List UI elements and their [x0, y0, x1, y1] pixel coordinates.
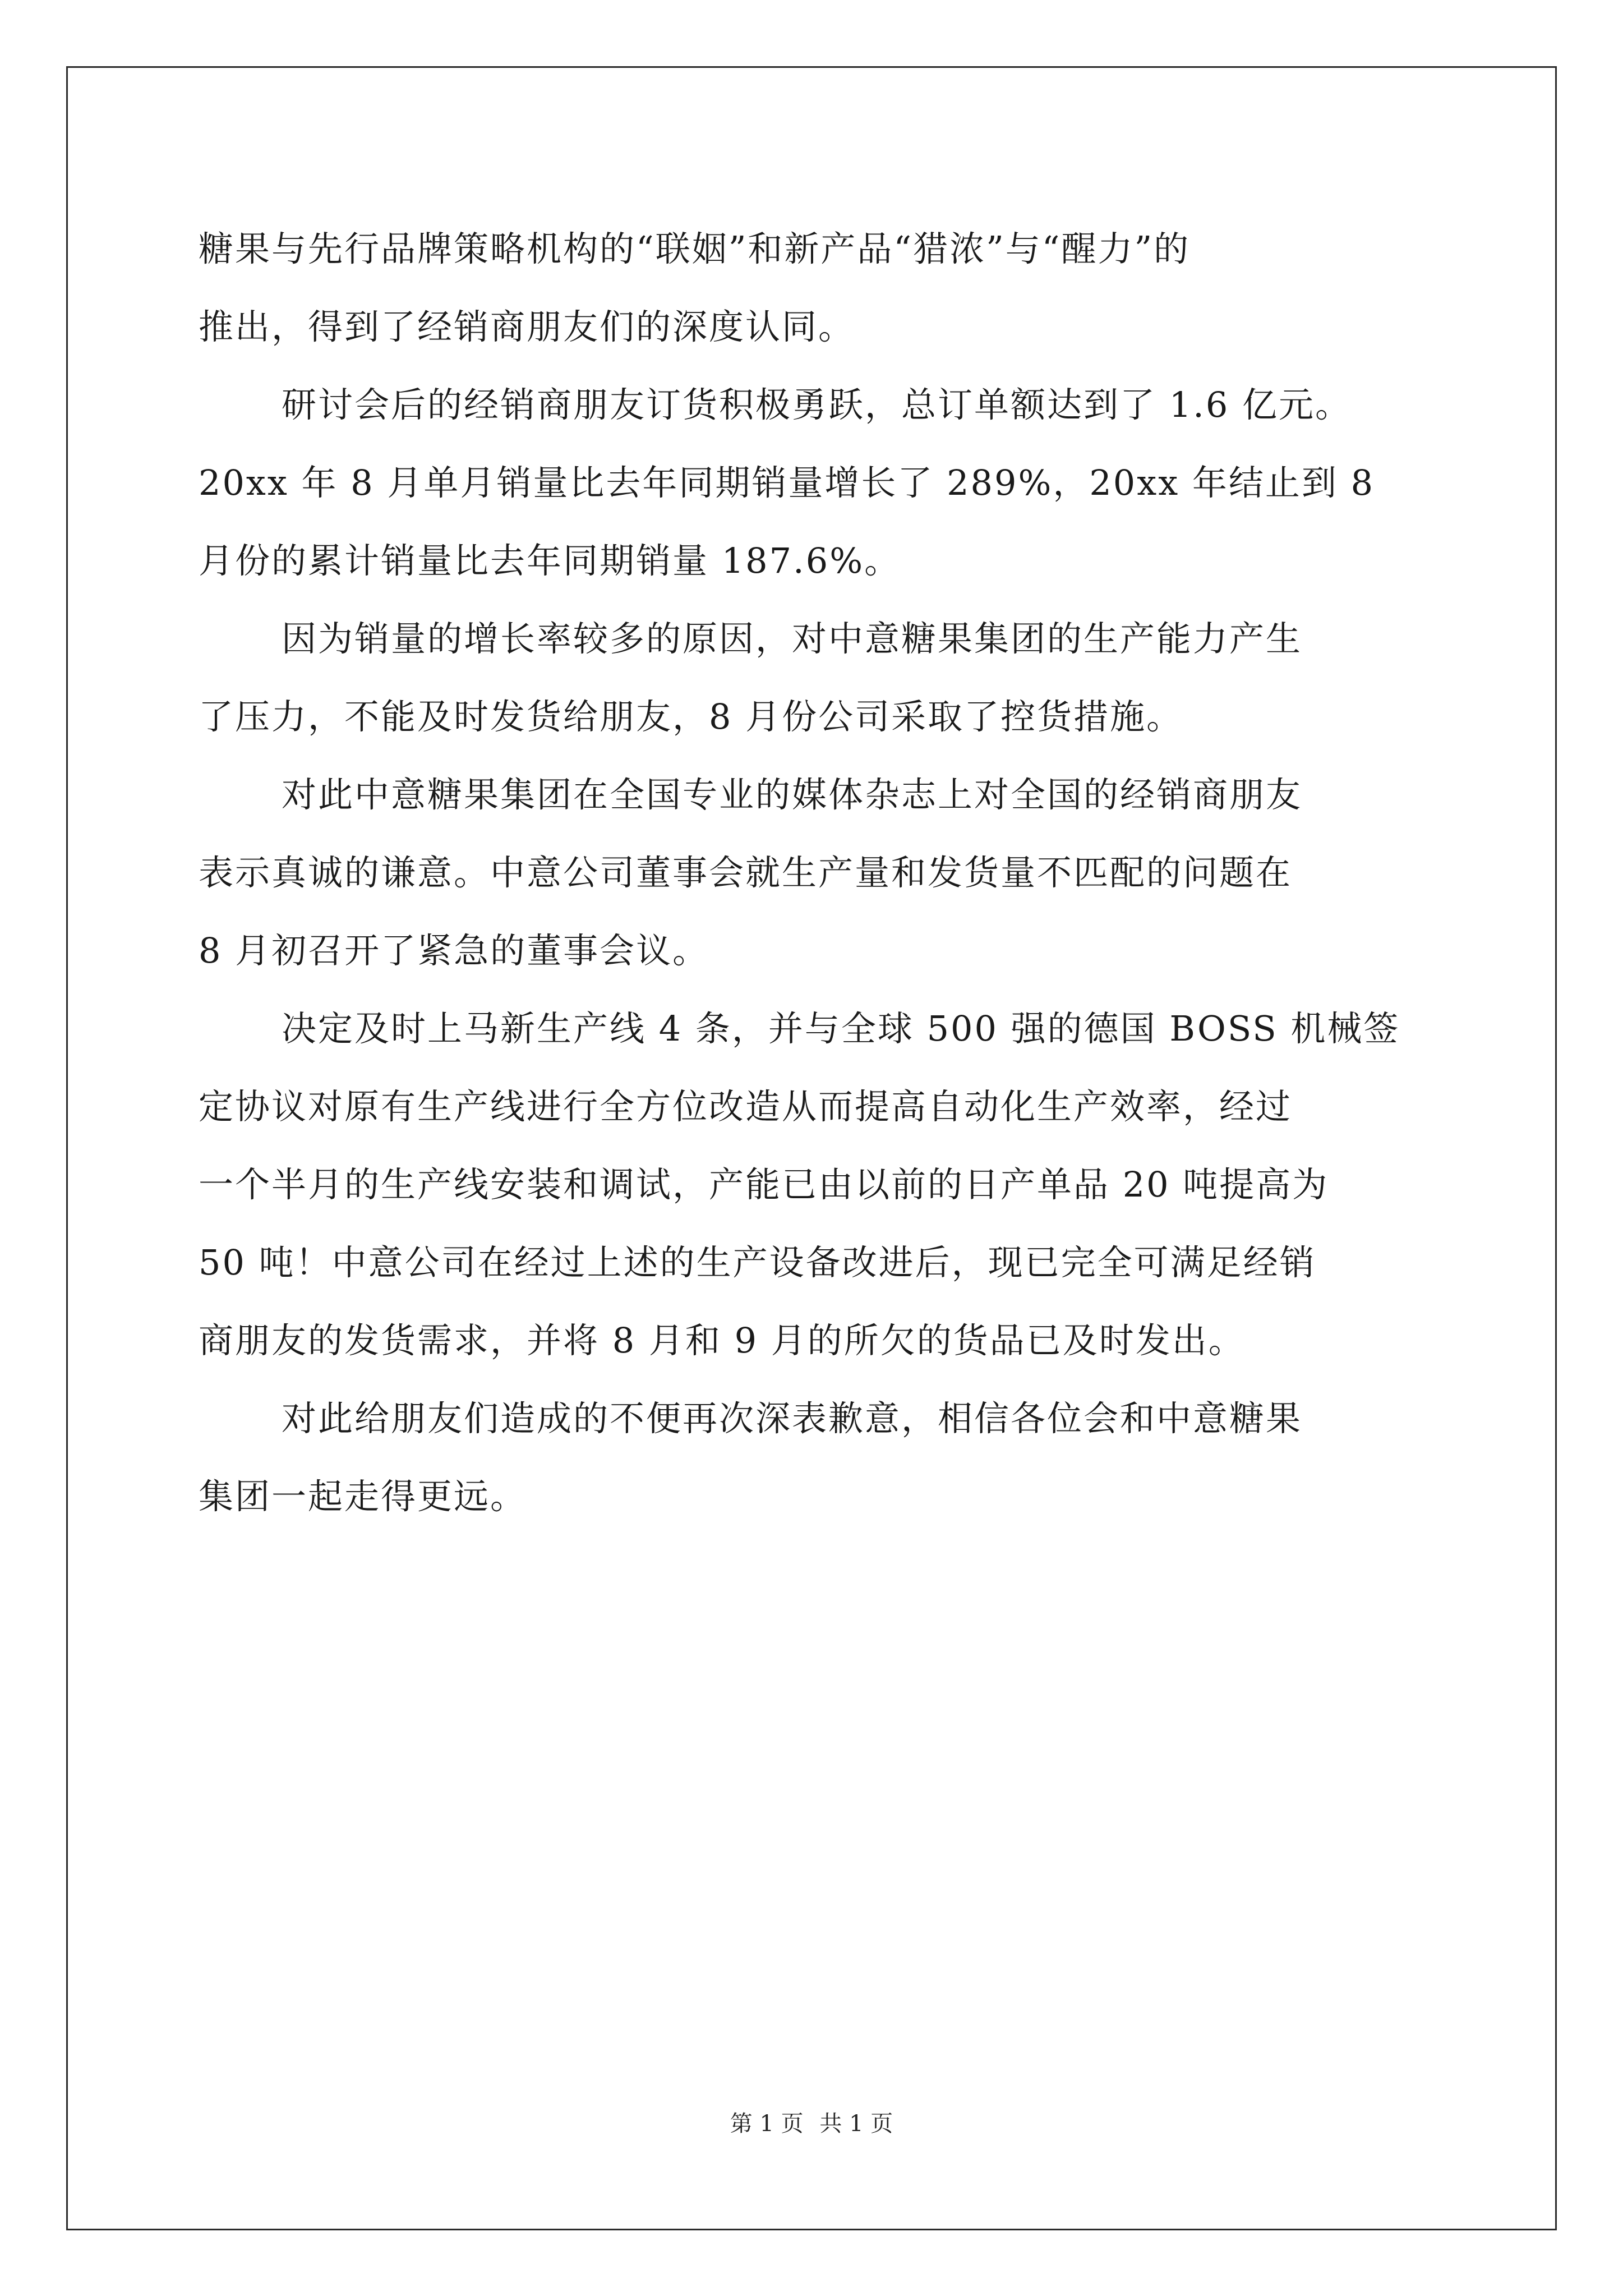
page-footer — [0, 2107, 1623, 2141]
text-line: 表示真诚的谦意。中意公司董事会就生产量和发货量不匹配的问题在 — [199, 852, 1293, 893]
text-line: 推出，得到了经销商朋友们的深度认同。 — [199, 306, 855, 347]
text-line: 商朋友的发货需求，并将 8 月和 9 月的所欠的货品已及时发出。 — [199, 1320, 1245, 1361]
text-line: 因为销量的增长率较多的原因，对中意糖果集团的生产能力产生 — [282, 618, 1303, 659]
text-line: 一个半月的生产线安装和调试，产能已由以前的日产单品 20 吨提高为 — [199, 1164, 1329, 1205]
text-line: 研讨会后的经销商朋友订货积极勇跃，总订单额达到了 1.6 亿元。 — [282, 384, 1352, 425]
page-number: 第 1 页 — [730, 2111, 804, 2137]
text-line: 决定及时上马新生产线 4 条，并与全球 500 强的德国 BOSS 机械签 — [282, 1008, 1400, 1049]
text-line: 8 月初召开了紧急的董事会议。 — [199, 930, 709, 971]
text-line: 50 吨！中意公司在经过上述的生产设备改进后，现已完全可满足经销 — [199, 1242, 1316, 1283]
text-line: 对此给朋友们造成的不便再次深表歉意，相信各位会和中意糖果 — [282, 1398, 1303, 1439]
text-line: 对此中意糖果集团在全国专业的媒体杂志上对全国的经销商朋友 — [282, 774, 1303, 815]
text-line: 了压力，不能及时发货给朋友，8 月份公司采取了控货措施。 — [199, 696, 1183, 737]
text-line: 集团一起走得更远。 — [199, 1476, 527, 1517]
page-total: 共 1 页 — [819, 2111, 893, 2137]
text-line: 糖果与先行品牌策略机构的“联姻”和新产品“猎浓”与“醒力”的 — [199, 228, 1191, 269]
text-line: 定协议对原有生产线进行全方位改造从而提高自动化生产效率，经过 — [199, 1086, 1293, 1127]
text-line: 月份的累计销量比去年同期销量 187.6%。 — [199, 540, 901, 581]
document-body — [199, 210, 1455, 1535]
text-line: 20xx 年 8 月单月销量比去年同期销量增长了 289%，20xx 年结止到 8 — [199, 462, 1375, 503]
